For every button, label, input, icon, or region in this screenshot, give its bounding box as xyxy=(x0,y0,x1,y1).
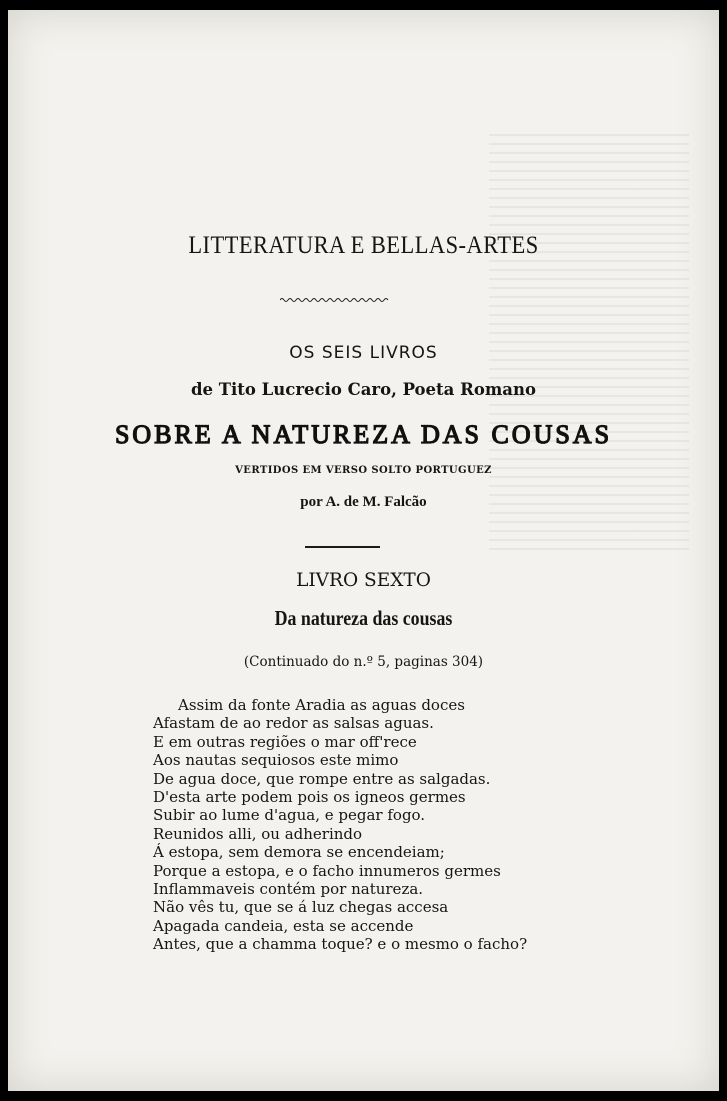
series-heading: OS SEIS LIVROS xyxy=(289,343,438,363)
continuation-note: (Continuado do n.º 5, paginas 304) xyxy=(243,654,484,670)
work-title-text: SOBRE A NATUREZA DAS COUSAS xyxy=(114,420,613,449)
author-line: de Tito Lucrecio Caro, Poeta Romano xyxy=(190,380,536,399)
divider-rule xyxy=(305,546,380,548)
poem-line: Não vês tu, que se á luz chegas accesa xyxy=(153,898,449,917)
poem-line: Antes, que a chamma toque? e o mesmo o facho? xyxy=(153,935,528,954)
section-title: LITTERATURA E BELLAS-ARTES xyxy=(188,232,539,259)
poem-line: D'esta arte podem pois os igneos germes xyxy=(153,788,466,807)
page-content xyxy=(8,10,719,1091)
poem-line: Assim da fonte Aradia as aguas doces xyxy=(178,696,465,714)
poem-line: Reunidos alli, ou adherindo xyxy=(153,824,363,843)
translator-line: por A. de M. Falcão xyxy=(300,494,427,510)
poem-line: Subir ao lume d'agua, e pegar fogo. xyxy=(153,806,426,825)
chapter-title: Da natureza das cousas xyxy=(274,606,453,630)
poem-line: Aos nautas sequiosos este mimo xyxy=(153,751,399,770)
poem-line: Apagada candeia, esta se accende xyxy=(153,916,414,935)
work-title xyxy=(8,420,719,450)
poem-line: E em outras regiões o mar off'rece xyxy=(153,732,417,751)
translation-note: VERTIDOS EM VERSO SOLTO PORTUGUEZ xyxy=(235,465,492,476)
poem-line: Porque a estopa, e o facho innumeros germes xyxy=(153,861,501,880)
poem-line: Inflammaveis contém por natureza. xyxy=(153,880,424,899)
book-heading: LIVRO SEXTO xyxy=(296,570,431,591)
poem-line: Afastam de ao redor as salsas aguas. xyxy=(153,714,434,733)
poem-line: De agua doce, que rompe entre as salgadas. xyxy=(153,769,491,788)
scanned-page xyxy=(8,10,719,1091)
wavy-ornament xyxy=(280,297,390,303)
poem-line: Á estopa, sem demora se encendeiam; xyxy=(153,843,445,862)
poem-body xyxy=(153,696,713,954)
